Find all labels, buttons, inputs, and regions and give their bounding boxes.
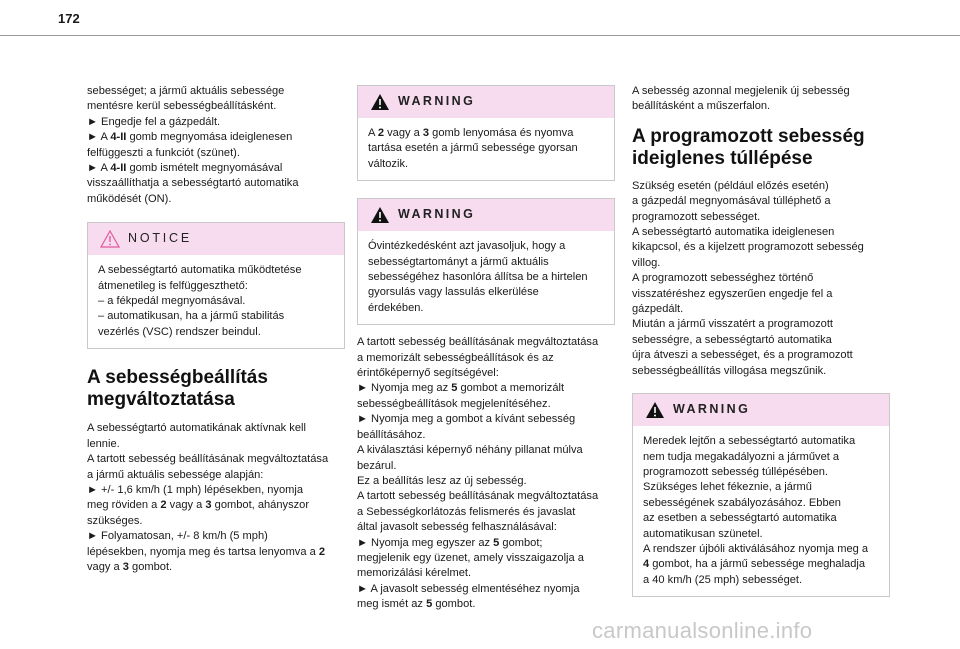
paragraph: A sebesség azonnal megjelenik új sebesség	[632, 85, 850, 97]
bullet-item: ► Nyomja meg az 5 gombot a memorizált	[357, 382, 565, 395]
paragraph: beállításához.	[357, 428, 426, 441]
paragraph: A sebességtartó automatikának aktívnak kell	[87, 422, 306, 435]
warning-line: Szükséges lehet fékeznie, a jármű	[643, 481, 812, 494]
paragraph: felfüggeszti a funkciót (szünet).	[87, 146, 240, 159]
paragraph: sebességet; a jármű aktuális sebessége	[87, 85, 285, 97]
section-heading	[87, 367, 345, 411]
notice-line: – a fékpedál megnyomásával.	[98, 295, 246, 308]
paragraph: memorizálási kérelmet.	[357, 567, 472, 580]
warning-line: 4 gombot, ha a jármű sebessége meghaladja	[643, 558, 866, 571]
warning-line: Meredek lejtőn a sebességtartó automatika	[643, 435, 856, 448]
warning-header	[358, 199, 614, 231]
warning-triangle-icon	[370, 206, 390, 224]
warning-body	[358, 231, 614, 324]
page-number: 172	[58, 11, 80, 26]
paragraph: gázpedált.	[632, 303, 684, 316]
paragraph: A sebességtartó automatika ideiglenesen	[632, 226, 835, 239]
paragraph: bezárul.	[357, 459, 397, 472]
warning-line: A rendszer újbóli aktiválásához nyomja meg a	[643, 542, 869, 555]
paragraph: visszaállíthatja a sebességtartó automatika	[87, 177, 299, 190]
warning-line: nem tudja megakadályozni a járművet a	[643, 450, 840, 463]
bullet-item: ► Nyomja meg a gombot a kívánt sebesség	[357, 413, 576, 426]
notice-line: – automatikusan, ha a jármű stabilitás	[98, 310, 285, 323]
warning-box	[357, 198, 615, 325]
warning-header	[633, 394, 889, 426]
heading-line: A programozott sebesség	[632, 125, 865, 147]
paragraph: sebességbeállítások megjelenítéséhez.	[357, 397, 551, 410]
warning-body	[633, 426, 889, 596]
warning-line: Óvintézkedésként azt javasoljuk, hogy a	[368, 240, 566, 253]
paragraph: a Sebességkorlátozás felismerés és javaslat	[357, 505, 576, 518]
column-3	[632, 84, 890, 597]
paragraph: A tartott sebesség beállításának megváltoztatása	[87, 453, 329, 466]
bullet-item: ► Nyomja meg egyszer az 5 gombot;	[357, 536, 543, 549]
notice-line: A sebességtartó automatika működtetése	[98, 264, 302, 277]
bullet-item: ► A 4-II gomb ismételt megnyomásával	[87, 162, 283, 175]
paragraph: lennie.	[87, 437, 120, 450]
paragraph: visszatéréshez egyszerűen engedje fel a	[632, 287, 833, 300]
warning-line: az esetben a sebességtartó automatika	[643, 512, 837, 525]
warning-title: WARNING	[398, 207, 476, 222]
warning-line: változik.	[368, 157, 409, 170]
paragraph: sebességre, a sebességtartó automatika	[632, 333, 832, 346]
column-1	[87, 84, 345, 575]
paragraph: meg röviden a 2 vagy a 3 gombot, ahányszor	[87, 499, 310, 512]
warning-box	[632, 393, 890, 597]
warning-header	[358, 86, 614, 118]
watermark-text: carmanualsonline.info	[592, 618, 813, 643]
warning-body	[358, 118, 614, 180]
paragraph: A programozott sebességhez történő	[632, 272, 814, 285]
paragraph: beállításként a műszerfalon.	[632, 100, 771, 113]
paragraph: Szükség esetén (például előzés esetén)	[632, 179, 829, 192]
paragraph: sebességbeállítás villogása megszűnik.	[632, 364, 827, 377]
notice-body	[88, 255, 344, 348]
notice-title: NOTICE	[128, 231, 193, 246]
paragraph: a memorizált sebességbeállítások és az	[357, 351, 554, 364]
paragraph: mentésre kerül sebességbeállításként.	[87, 100, 277, 113]
warning-triangle-icon	[370, 93, 390, 111]
warning-line: sebességtartományt a jármű aktuális	[368, 255, 549, 268]
bullet-item: ► Folyamatosan, +/- 8 km/h (5 mph)	[87, 530, 268, 543]
paragraph: által javasolt sebesség felhasználásával:	[357, 521, 557, 534]
warning-line: sebességéhez hasonlóra állítsa be a hirtelen	[368, 271, 588, 284]
bullet-item: ► +/- 1,6 km/h (1 mph) lépésekben, nyomja	[87, 483, 304, 496]
warning-triangle-icon	[645, 401, 665, 419]
heading-line: ideiglenes túllépése	[632, 147, 813, 169]
heading-line: A sebességbeállítás	[87, 367, 268, 389]
header-rule	[0, 35, 960, 36]
column-2	[357, 85, 615, 613]
warning-box	[357, 85, 615, 181]
warning-title: WARNING	[398, 94, 476, 108]
section-heading	[632, 126, 890, 170]
paragraph: programozott sebességet.	[632, 210, 761, 223]
paragraph: szükséges.	[87, 514, 143, 527]
paragraph: vagy a 3 gombot.	[87, 560, 173, 573]
warning-line: tartása esetén a jármű sebessége gyorsan	[368, 142, 578, 155]
warning-line: érdekében.	[368, 301, 424, 314]
notice-line: vezérlés (VSC) rendszer beindul.	[98, 325, 261, 338]
paragraph: A tartott sebesség beállításának megváltoztatása	[357, 336, 599, 349]
paragraph: a gázpedál megnyomásával túlléphető a	[632, 195, 831, 208]
bullet-item: ► Engedje fel a gázpedált.	[87, 115, 221, 128]
paragraph: kikapcsol, és a kijelzett programozott sebesség	[632, 241, 864, 254]
warning-line: a 40 km/h (25 mph) sebességet.	[643, 573, 803, 586]
paragraph: villog.	[632, 256, 661, 269]
paragraph: Miután a jármű visszatért a programozott	[632, 318, 833, 331]
warning-line: programozott sebesség túllépésében.	[643, 465, 829, 478]
warning-title: WARNING	[673, 402, 751, 417]
warning-line: A 2 vagy a 3 gomb lenyomása és nyomva	[368, 127, 574, 139]
bullet-item: ► A 4-II gomb megnyomása ideiglenesen	[87, 131, 293, 144]
warning-line: sebességének szabályozásához. Ebben	[643, 496, 841, 509]
paragraph: A tartott sebesség beállításának megváltoztatása	[357, 490, 599, 503]
paragraph: lépésekben, nyomja meg és tartsa lenyomva a 2	[87, 545, 326, 558]
paragraph: működését (ON).	[87, 192, 172, 205]
paragraph: A kiválasztási képernyő néhány pillanat múlva	[357, 444, 583, 457]
paragraph: a jármű aktuális sebessége alapján:	[87, 468, 264, 481]
paragraph: meg ismét az 5 gombot.	[357, 598, 476, 611]
notice-line: átmenetileg is felfüggeszthető:	[98, 279, 248, 292]
paragraph: újra átveszi a sebességet, és a programozott	[632, 349, 853, 362]
caution-triangle-icon	[100, 230, 120, 248]
notice-header	[88, 223, 344, 255]
warning-line: automatikusan szünetel.	[643, 527, 763, 540]
bullet-item: ► A javasolt sebesség elmentéséhez nyomja	[357, 582, 580, 595]
paragraph: Ez a beállítás lesz az új sebesség.	[357, 474, 527, 487]
paragraph: érintőképernyő segítségével:	[357, 367, 499, 380]
notice-box	[87, 222, 345, 349]
warning-line: gyorsulás vagy lassulás elkerülése	[368, 286, 539, 299]
paragraph: megjelenik egy üzenet, amely visszaigazolja a	[357, 551, 584, 564]
heading-line: megváltoztatása	[87, 389, 235, 411]
